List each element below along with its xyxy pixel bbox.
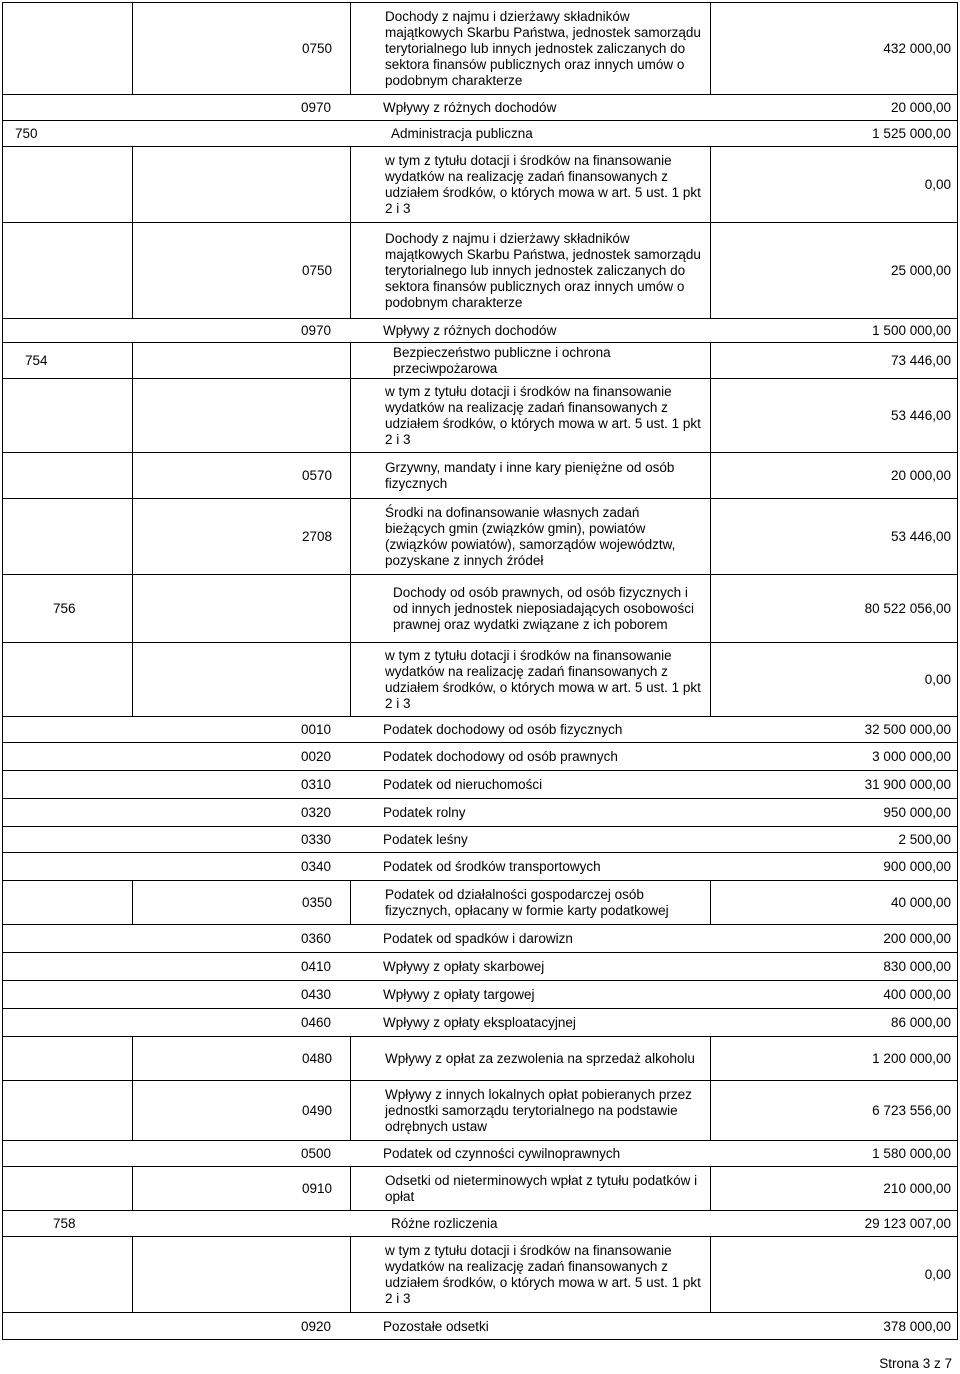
row-description: Podatek dochodowy od osób fizycznych — [383, 722, 623, 737]
table-row — [2, 852, 958, 880]
row-description: Środki na dofinansowanie własnych zadań bieżących gmin (związków gmin), powiatów (związków powiatów), samorządów województw, pozyskane z innych źródeł — [351, 499, 711, 574]
paragraph-code: 0330 — [301, 832, 332, 847]
row-amount: 86 000,00 — [890, 1015, 951, 1030]
division-code: 754 — [3, 343, 133, 378]
table-row — [2, 1036, 958, 1080]
row-description: Dochody od osób prawnych, od osób fizycznych i od innych jednostek nieposiadających osobowości prawnej oraz wydatki związane z ich poborem — [351, 575, 711, 642]
paragraph-code: 2708 — [133, 499, 351, 574]
row-description: w tym z tytułu dotacji i środków na finansowanie wydatków na realizację zadań finansowanych z udziałem środków, o których mowa w art. 5 ust. 1 pkt 2 i 3 — [351, 379, 711, 452]
paragraph-code: 0360 — [301, 931, 332, 946]
paragraph-code: 0010 — [301, 722, 332, 737]
table-row — [2, 1210, 958, 1236]
table-row — [2, 1312, 958, 1340]
row-amount: 32 500 000,00 — [864, 722, 951, 737]
paragraph-code: 0020 — [301, 749, 332, 764]
row-amount: 210 000,00 — [883, 1181, 951, 1196]
table-row — [2, 642, 958, 716]
paragraph-code: 0310 — [301, 777, 332, 792]
row-description: Wpływy z opłaty targowej — [383, 987, 535, 1002]
row-description: Podatek od nieruchomości — [383, 777, 543, 792]
division-code: 750 — [15, 126, 38, 141]
paragraph-code: 0920 — [301, 1318, 332, 1334]
row-amount: 80 522 056,00 — [864, 601, 951, 616]
table-row — [2, 342, 958, 378]
row-description: Podatek od czynności cywilnoprawnych — [383, 1146, 621, 1161]
paragraph-code: 0410 — [301, 959, 332, 974]
paragraph-code: 0910 — [133, 1167, 351, 1210]
row-description: Odsetki od nieterminowych wpłat z tytułu podatków i opłat — [351, 1167, 711, 1210]
row-description: Grzywny, mandaty i inne kary pieniężne od osób fizycznych — [351, 453, 711, 498]
row-description: Podatek od działalności gospodarczej osób fizycznych, opłacany w formie karty podatkowej — [351, 881, 711, 924]
table-row — [2, 1008, 958, 1036]
row-amount: 6 723 556,00 — [872, 1103, 951, 1118]
row-amount: 830 000,00 — [883, 959, 951, 974]
paragraph-code: 0500 — [301, 1146, 332, 1161]
row-amount: 31 900 000,00 — [864, 777, 951, 792]
paragraph-code: 0970 — [301, 100, 332, 115]
row-description: Podatek dochodowy od osób prawnych — [383, 749, 618, 764]
row-amount: 53 446,00 — [890, 529, 951, 544]
row-description: w tym z tytułu dotacji i środków na finansowanie wydatków na realizację zadań finansowanych z udziałem środków, o których mowa w art. 5 ust. 1 pkt 2 i 3 — [351, 147, 711, 222]
row-amount: 1 525 000,00 — [872, 126, 951, 141]
row-amount: 1 200 000,00 — [872, 1051, 951, 1066]
row-description: Wpływy z opłat za zezwolenia na sprzedaż alkoholu — [351, 1037, 711, 1080]
table-row — [2, 574, 958, 642]
table-row — [2, 2, 958, 94]
row-amount: 3 000 000,00 — [872, 749, 951, 764]
page-number: Strona 3 z 7 — [879, 1356, 952, 1371]
table-row — [2, 924, 958, 952]
row-amount: 20 000,00 — [890, 468, 951, 483]
table-row — [2, 826, 958, 852]
division-code: 756 — [3, 575, 133, 642]
row-amount: 1 580 000,00 — [872, 1146, 951, 1161]
paragraph-code: 0320 — [301, 805, 332, 820]
table-row — [2, 1166, 958, 1210]
table-row — [2, 980, 958, 1008]
table-row — [2, 318, 958, 342]
table-row — [2, 1140, 958, 1166]
table-row — [2, 146, 958, 222]
row-amount: 25 000,00 — [890, 263, 951, 278]
row-description: Podatek od środków transportowych — [383, 859, 601, 874]
row-description: Pozostałe odsetki — [383, 1318, 489, 1334]
paragraph-code: 0970 — [301, 323, 332, 338]
table-row — [2, 952, 958, 980]
paragraph-code: 0490 — [133, 1081, 351, 1140]
row-amount: 200 000,00 — [883, 931, 951, 946]
paragraph-code: 0350 — [133, 881, 351, 924]
table-row — [2, 378, 958, 452]
row-amount: 378 000,00 — [883, 1318, 951, 1334]
row-description: Wpływy z różnych dochodów — [383, 323, 557, 338]
row-description: Podatek rolny — [383, 805, 466, 820]
table-row — [2, 1080, 958, 1140]
table-row — [2, 716, 958, 742]
row-amount: 53 446,00 — [890, 408, 951, 423]
row-description: Wpływy z innych lokalnych opłat pobieranych przez jednostki samorządu terytorialnego na podstawie odrębnych ustaw — [351, 1081, 711, 1140]
row-description: Dochody z najmu i dzierżawy składników majątkowych Skarbu Państwa, jednostek samorządu terytorialnego lub innych jednostek zaliczanych do sektora finansów publicznych oraz innych umów o podobnym charakterze — [351, 223, 711, 318]
table-row — [2, 222, 958, 318]
division-code: 758 — [53, 1216, 76, 1231]
row-description: Wpływy z opłaty eksploatacyjnej — [383, 1015, 576, 1030]
paragraph-code: 0750 — [133, 3, 351, 94]
paragraph-code: 0430 — [301, 987, 332, 1002]
paragraph-code: 0460 — [301, 1015, 332, 1030]
table-row — [2, 742, 958, 770]
paragraph-code: 0570 — [133, 453, 351, 498]
row-amount: 40 000,00 — [890, 895, 951, 910]
row-amount: 432 000,00 — [883, 41, 951, 56]
table-row — [2, 498, 958, 574]
row-description: w tym z tytułu dotacji i środków na finansowanie wydatków na realizację zadań finansowanych z udziałem środków, o których mowa w art. 5 ust. 1 pkt 2 i 3 — [351, 1237, 711, 1312]
table-row — [2, 452, 958, 498]
row-amount: 0,00 — [924, 177, 951, 192]
table-row — [2, 798, 958, 826]
row-amount: 0,00 — [924, 672, 951, 687]
row-amount: 950 000,00 — [883, 805, 951, 820]
row-description: Wpływy z opłaty skarbowej — [383, 959, 545, 974]
table-row — [2, 880, 958, 924]
table-row — [2, 120, 958, 146]
paragraph-code: 0480 — [133, 1037, 351, 1080]
row-amount: 73 446,00 — [890, 353, 951, 368]
paragraph-code: 0340 — [301, 859, 332, 874]
row-amount: 900 000,00 — [883, 859, 951, 874]
row-description: Podatek leśny — [383, 832, 468, 847]
row-description: Różne rozliczenia — [391, 1216, 498, 1231]
table-row — [2, 94, 958, 120]
row-description: Wpływy z różnych dochodów — [383, 100, 557, 115]
row-description: Administracja publiczna — [391, 126, 533, 141]
row-amount: 29 123 007,00 — [864, 1216, 951, 1231]
table-row — [2, 1236, 958, 1312]
row-amount: 0,00 — [924, 1267, 951, 1282]
row-amount: 2 500,00 — [898, 832, 951, 847]
row-description: Dochody z najmu i dzierżawy składników majątkowych Skarbu Państwa, jednostek samorządu terytorialnego lub innych jednostek zaliczanych do sektora finansów publicznych oraz innych umów o podobnym charakterze — [351, 3, 711, 94]
table-row — [2, 770, 958, 798]
row-description: w tym z tytułu dotacji i środków na finansowanie wydatków na realizację zadań finansowanych z udziałem środków, o których mowa w art. 5 ust. 1 pkt 2 i 3 — [351, 643, 711, 716]
row-amount: 1 500 000,00 — [872, 323, 951, 338]
paragraph-code: 0750 — [133, 223, 351, 318]
row-amount: 400 000,00 — [883, 987, 951, 1002]
row-description: Bezpieczeństwo publiczne i ochrona przeciwpożarowa — [351, 343, 711, 378]
row-amount: 20 000,00 — [890, 100, 951, 115]
row-description: Podatek od spadków i darowizn — [383, 931, 573, 946]
